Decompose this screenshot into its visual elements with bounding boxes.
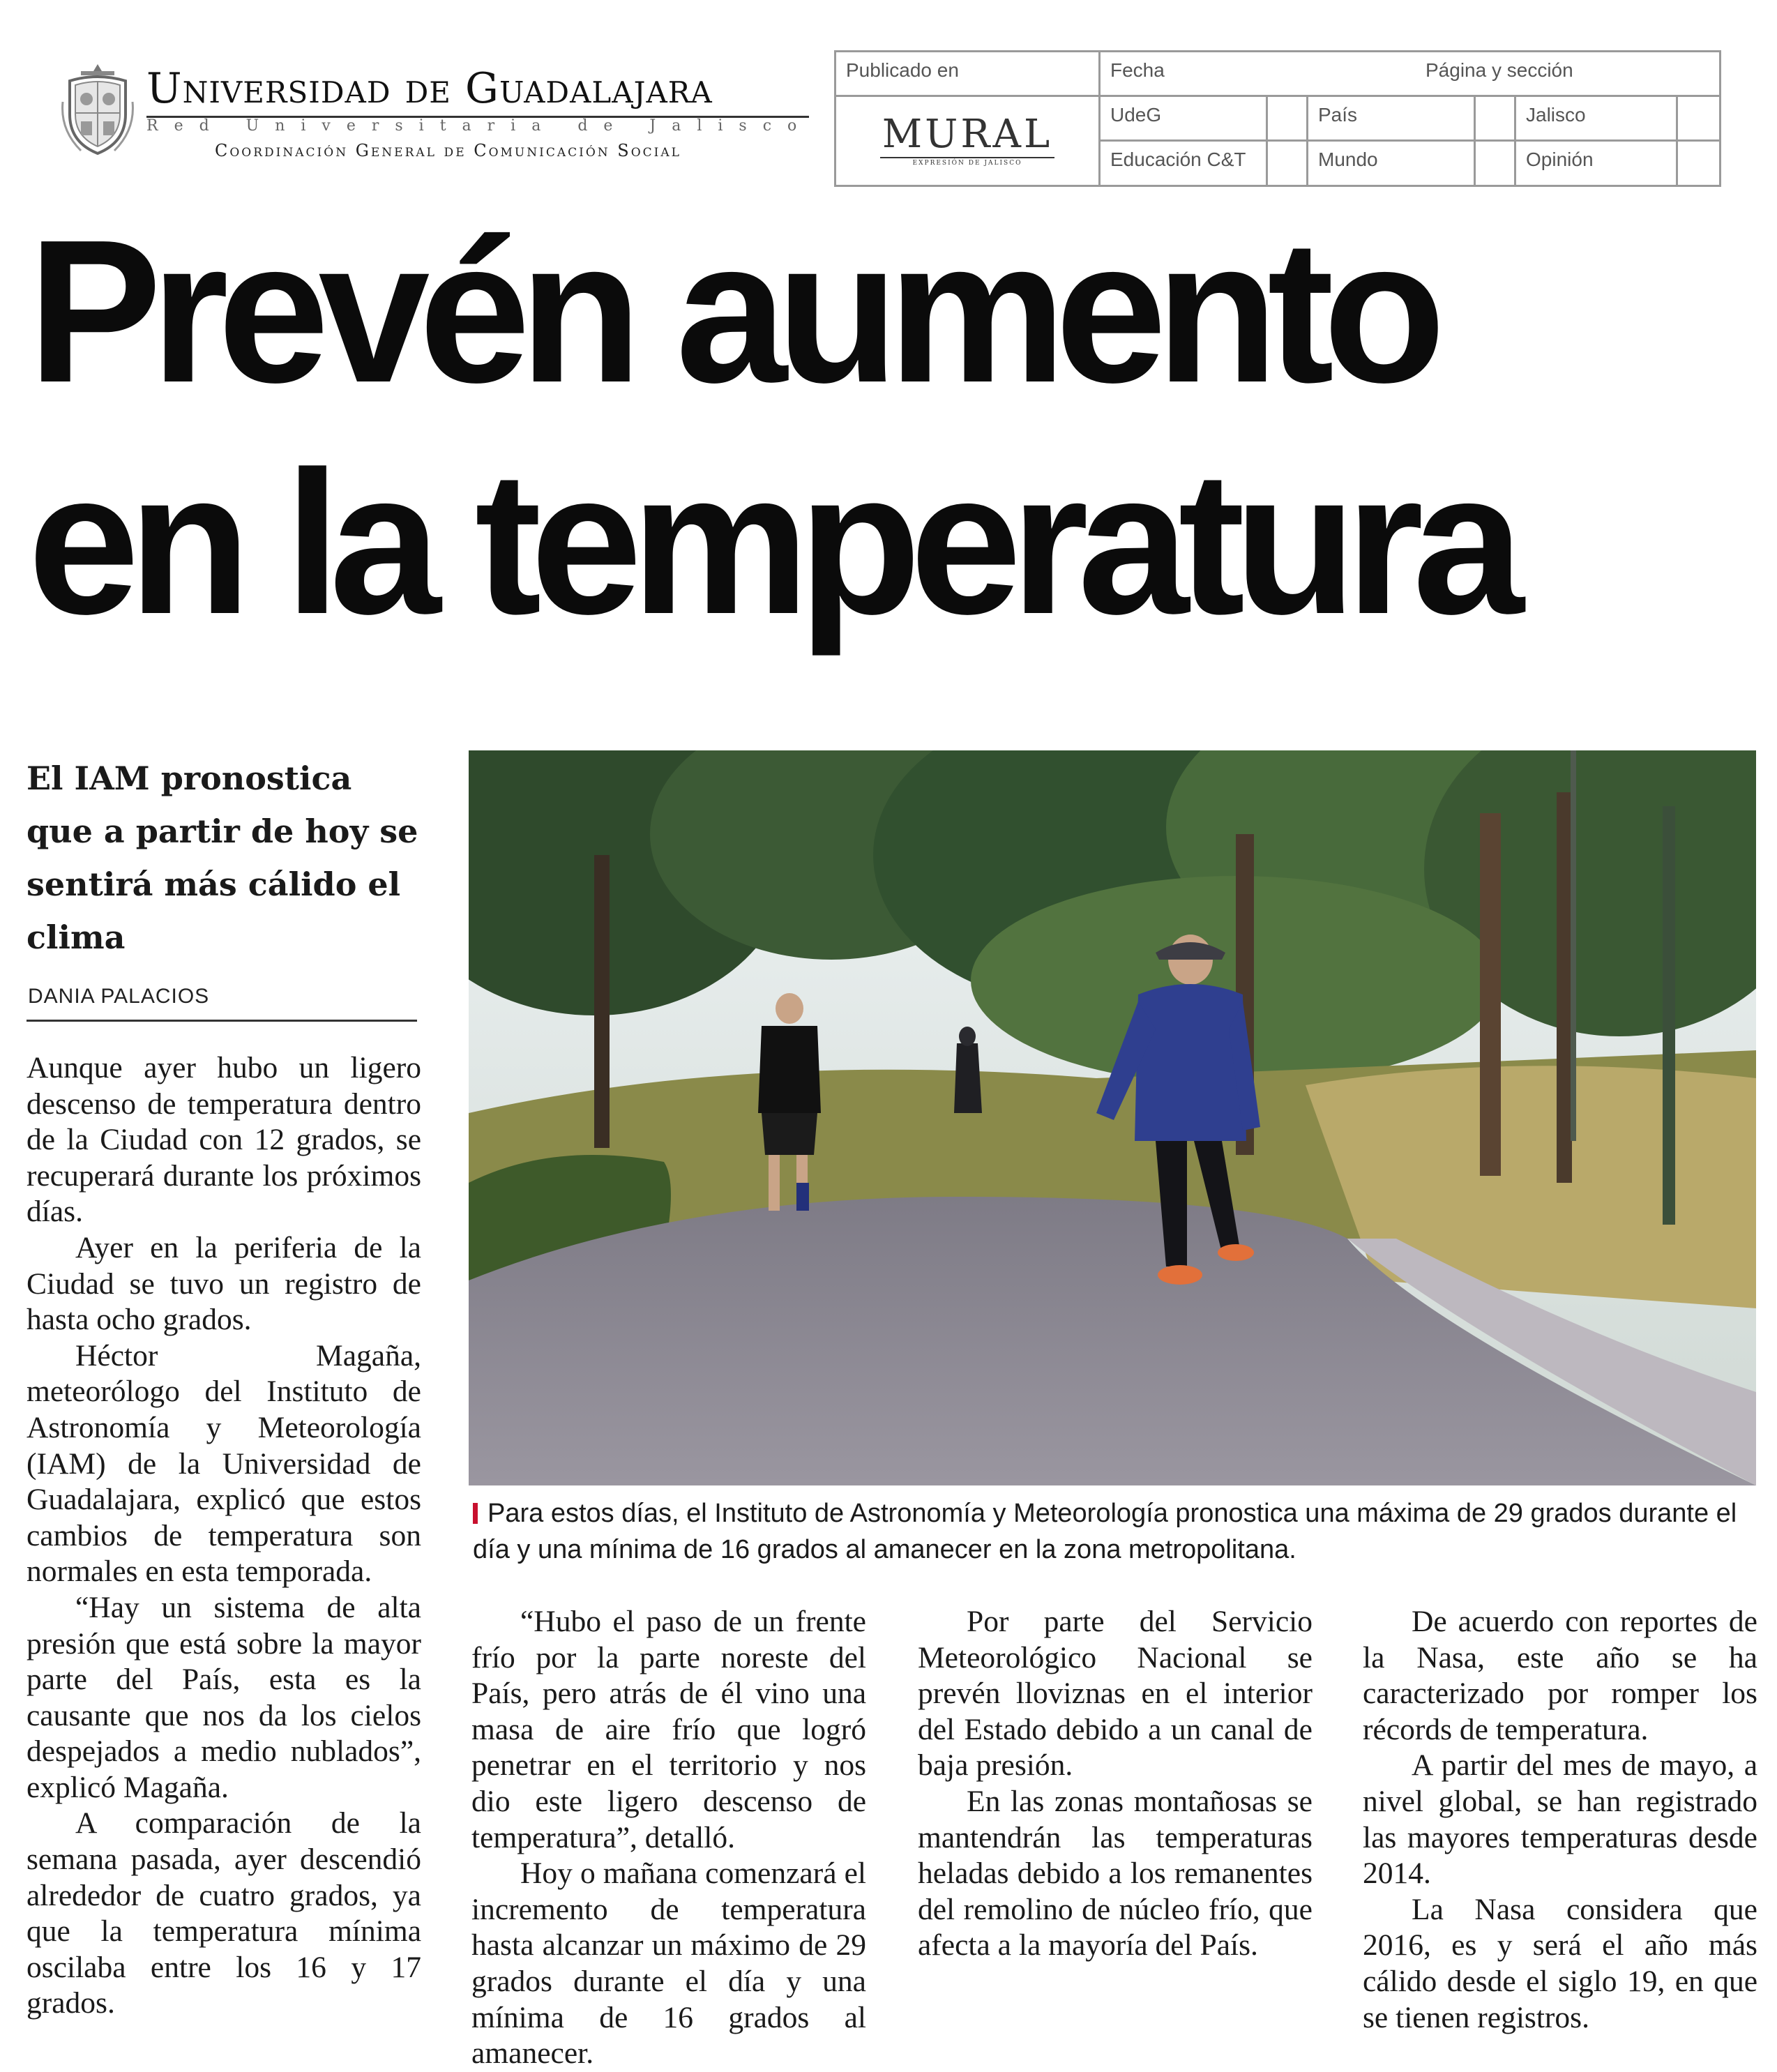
university-seal-icon xyxy=(60,60,135,158)
coordination-name: Coordinación General de Comunicación Social xyxy=(215,141,681,160)
section-checkbox xyxy=(1678,97,1719,142)
section-checkbox xyxy=(1476,142,1516,185)
paragraph: A partir del mes de mayo, a nivel global, se han registrado las mayores temperaturas desde 2014. xyxy=(1363,1748,1757,1891)
university-network: Red Universitaria de Jalisco xyxy=(146,117,813,135)
caption-accent-mark xyxy=(473,1503,478,1524)
byline-rule xyxy=(27,1020,417,1022)
paragraph: Hoy o mañana comenzará el incremento de temperatura hasta alcanzar un máximo de 29 grados durante el día y una mínima de 16 grados al amanecer. xyxy=(471,1857,866,2071)
photo-caption xyxy=(473,1495,1756,1568)
section-udeg: UdeG xyxy=(1101,97,1268,142)
headline-line-1: Prevén aumento xyxy=(28,197,1435,425)
section-checkbox xyxy=(1268,142,1308,185)
paragraph: Aunque ayer hubo un ligero descenso de temperatura dentro de la Ciudad con 12 grados, se recuperará durante los próximos días. xyxy=(27,1051,421,1229)
article-column-3 xyxy=(918,1604,1313,1964)
mural-logo xyxy=(836,97,1098,185)
article-column-4 xyxy=(1363,1604,1757,2036)
university-header xyxy=(56,54,813,173)
paragraph: “Hay un sistema de alta presión que está sobre la mayor parte del País, esta es la causante que nos da los cielos despejados a medio nublados”, explicó Magaña. xyxy=(27,1590,421,1804)
section-mundo: Mundo xyxy=(1308,142,1476,185)
mural-wordmark: MURAL xyxy=(882,112,1053,157)
section-opinion: Opinión xyxy=(1516,142,1678,185)
paragraph: Ayer en la periferia de la Ciudad se tuvo un registro de hasta ocho grados. xyxy=(27,1230,421,1337)
publication-info-table xyxy=(834,50,1721,187)
article-column-2 xyxy=(471,1604,866,2072)
paragraph: Héctor Magaña, meteorólogo del Instituto de Astronomía y Meteorología (IAM) de la Universidad de Guadalajara, explicó que estos cambios de temperatura son normales en esta temporada. xyxy=(27,1338,421,1589)
section-checkbox xyxy=(1476,97,1516,142)
byline: DANIA PALACIOS xyxy=(28,985,210,1008)
paragraph: De acuerdo con reportes de la Nasa, este año se ha caracterizado por romper los récords de temperatura. xyxy=(1363,1605,1757,1746)
section-checkbox xyxy=(1268,97,1308,142)
article-deck: El IAM pronostica que a partir de hoy se sentirá más cálido el clima xyxy=(27,759,418,956)
article-column-1 xyxy=(27,1050,421,2022)
published-in-label: Publicado en xyxy=(836,52,1101,97)
paragraph: En las zonas montañosas se mantendrán las temperaturas heladas debido a los remanentes del remolino de núcleo frío, que afecta a la mayoría del País. xyxy=(918,1784,1313,1963)
section-checkbox xyxy=(1678,142,1719,185)
university-name: Universidad de Guadalajara xyxy=(146,64,713,113)
paragraph: La Nasa considera que 2016, es y será el año más cálido desde el siglo 19, en que se tienen registros. xyxy=(1363,1892,1757,2034)
paragraph: Por parte del Servicio Meteorológico Nacional se prevén lloviznas en el interior del Estado debido a un canal de baja presión. xyxy=(918,1605,1313,1783)
mural-tagline: EXPRESIÓN DE JALISCO xyxy=(880,157,1054,167)
section-jalisco: Jalisco xyxy=(1516,97,1678,142)
paragraph: A comparación de la semana pasada, ayer descendió alrededor de cuatro grados, ya que la temperatura mínima oscilaba entre los 16 y 17 grados. xyxy=(27,1806,421,2020)
headline xyxy=(28,195,1732,658)
section-educacion: Educación C&T xyxy=(1101,142,1268,185)
headline-line-2: en la temperatura xyxy=(28,429,1513,656)
paragraph: “Hubo el paso de un frente frío por la parte noreste del País, pero atrás de él vino una masa de aire frío que logró penetrar en el territorio y nos dio este ligero descenso de temperatura”, detalló. xyxy=(471,1605,866,1854)
caption-text: Para estos días, el Instituto de Astronomía y Meteorología pronostica una máxima de 29 grados durante el día y una mínima de 16 grados al amanecer en la zona metropolitana. xyxy=(473,1499,1737,1564)
date-label: Fecha xyxy=(1101,52,1416,97)
page-section-label: Página y sección xyxy=(1416,52,1719,97)
section-pais: País xyxy=(1308,97,1476,142)
article-photo xyxy=(469,750,1756,1485)
